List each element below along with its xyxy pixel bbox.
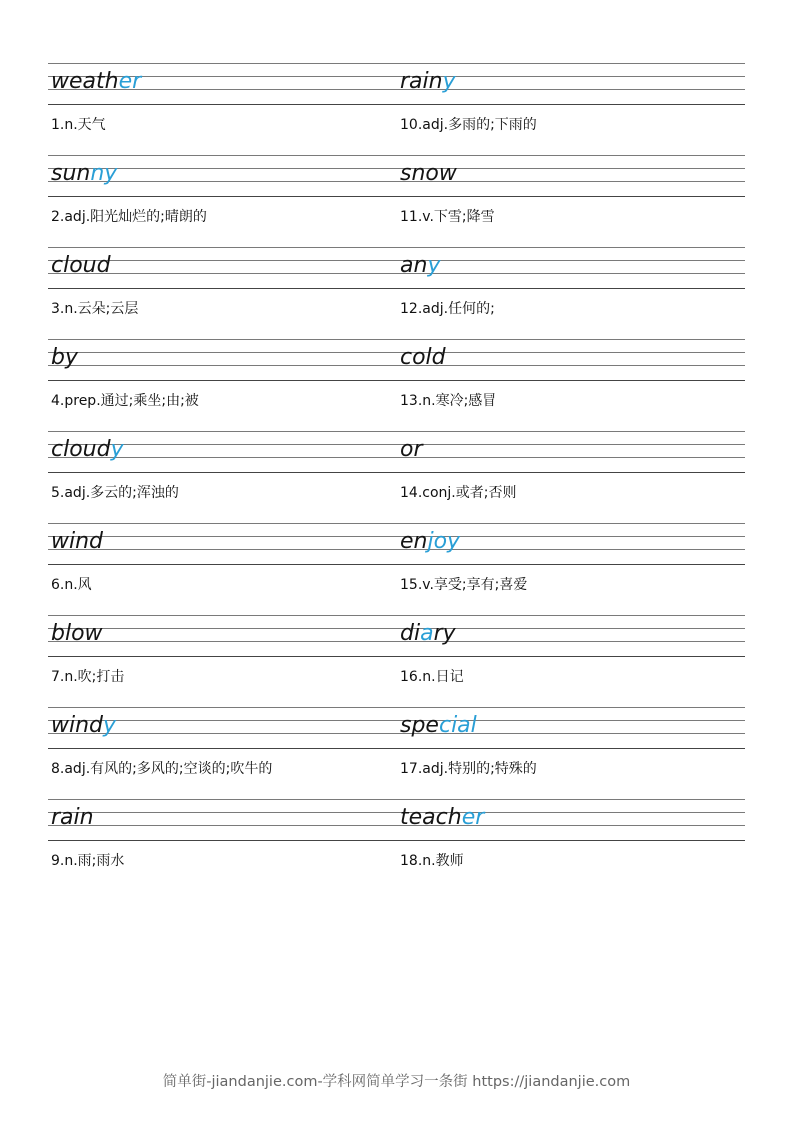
guide-line [48, 549, 745, 550]
vocab-meaning: 13.n.寒冷;感冒 [400, 393, 497, 409]
guide-line [48, 260, 745, 261]
guide-line [48, 720, 745, 721]
guide-line [48, 352, 745, 353]
guide-line [48, 536, 745, 537]
word-part: cold [400, 345, 446, 370]
vocab-word [51, 67, 141, 97]
vocab-meaning: 14.conj.或者;否则 [400, 485, 517, 501]
vocab-row [48, 615, 745, 707]
writing-guide-lines [48, 63, 745, 105]
vocab-word [51, 803, 94, 833]
writing-guide-lines [48, 155, 745, 197]
guide-line [48, 523, 745, 524]
vocab-meaning: 2.adj.阳光灿烂的;晴朗的 [51, 209, 207, 225]
vocab-word [51, 527, 103, 557]
word-part: snow [400, 161, 457, 186]
guide-line [48, 707, 745, 708]
vocab-word [51, 711, 116, 741]
vocab-word [51, 619, 103, 649]
guide-line [48, 733, 745, 734]
word-part: weath [51, 69, 119, 94]
guide-line [48, 168, 745, 169]
vocab-meaning: 4.prep.通过;乘坐;由;被 [51, 393, 199, 409]
guide-line [48, 380, 745, 381]
guide-line [48, 641, 745, 642]
vocab-word [51, 343, 78, 373]
word-part: by [51, 345, 78, 370]
guide-line [48, 656, 745, 657]
vocab-row [48, 799, 745, 891]
vocab-meaning: 7.n.吹;打击 [51, 669, 125, 685]
vocab-word [400, 251, 440, 281]
vocab-meaning: 1.n.天气 [51, 117, 106, 133]
word-highlight: a [420, 621, 434, 646]
vocab-meaning: 8.adj.有风的;多风的;空谈的;吹牛的 [51, 761, 273, 777]
guide-line [48, 564, 745, 565]
guide-line [48, 748, 745, 749]
guide-line [48, 799, 745, 800]
writing-guide-lines [48, 247, 745, 289]
guide-line [48, 273, 745, 274]
guide-line [48, 181, 745, 182]
word-part: di [400, 621, 421, 646]
vocab-meaning: 17.adj.特别的;特殊的 [400, 761, 537, 777]
word-part: cloud [51, 253, 111, 278]
writing-guide-lines [48, 431, 745, 473]
writing-guide-lines [48, 339, 745, 381]
guide-line [48, 431, 745, 432]
word-highlight: joy [427, 529, 461, 554]
word-highlight: cial [438, 713, 477, 738]
vocab-meaning: 15.v.享受;享有;喜爱 [400, 577, 528, 593]
word-part: or [400, 437, 423, 462]
vocab-row [48, 707, 745, 799]
vocab-meaning: 3.n.云朵;云层 [51, 301, 139, 317]
word-highlight: er [461, 805, 485, 830]
guide-line [48, 196, 745, 197]
guide-line [48, 840, 745, 841]
vocab-word [400, 343, 446, 373]
footer-text: 简单街-jiandanjie.com-学科网简单学习一条街 https://jiandanjie.com [162, 1074, 631, 1090]
guide-line [48, 63, 745, 64]
guide-line [48, 825, 745, 826]
vocab-meaning: 12.adj.任何的; [400, 301, 495, 317]
guide-line [48, 76, 745, 77]
vocab-meaning: 6.n.风 [51, 577, 92, 593]
vocab-meaning: 16.n.日记 [400, 669, 464, 685]
word-highlight: y [427, 253, 441, 278]
guide-line [48, 615, 745, 616]
vocab-meaning: 18.n.教师 [400, 853, 464, 869]
vocab-word [400, 67, 456, 97]
writing-guide-lines [48, 523, 745, 565]
word-highlight: y [103, 713, 117, 738]
guide-line [48, 339, 745, 340]
vocab-row [48, 247, 745, 339]
vocab-row [48, 431, 745, 523]
guide-line [48, 155, 745, 156]
word-highlight: y [110, 437, 124, 462]
guide-line [48, 89, 745, 90]
vocab-meaning: 9.n.雨;雨水 [51, 853, 125, 869]
vocab-word [51, 435, 124, 465]
guide-line [48, 472, 745, 473]
vocab-meaning: 5.adj.多云的;浑浊的 [51, 485, 179, 501]
word-part: teach [400, 805, 462, 830]
vocab-word [51, 251, 111, 281]
word-part: ry [433, 621, 456, 646]
word-part: wind [51, 713, 104, 738]
word-part: cloud [51, 437, 111, 462]
word-highlight: er [118, 69, 142, 94]
word-part: en [400, 529, 428, 554]
writing-guide-lines [48, 707, 745, 749]
guide-line [48, 628, 745, 629]
vocab-word [400, 619, 456, 649]
vocab-row [48, 63, 745, 155]
word-part: spe [400, 713, 439, 738]
word-part: an [400, 253, 428, 278]
guide-line [48, 444, 745, 445]
vocab-row [48, 339, 745, 431]
vocab-word [400, 435, 423, 465]
vocab-word [400, 527, 460, 557]
guide-line [48, 247, 745, 248]
word-highlight: y [442, 69, 456, 94]
word-part: blow [51, 621, 103, 646]
vocab-word [400, 803, 484, 833]
vocab-row [48, 155, 745, 247]
guide-line [48, 365, 745, 366]
guide-line [48, 812, 745, 813]
vocab-row [48, 523, 745, 615]
word-part: rain [51, 805, 94, 830]
word-part: wind [51, 529, 104, 554]
vocab-word [400, 159, 457, 189]
word-highlight: ny [90, 161, 118, 186]
writing-guide-lines [48, 615, 745, 657]
vocab-meaning: 10.adj.多雨的;下雨的 [400, 117, 537, 133]
guide-line [48, 288, 745, 289]
word-part: rain [400, 69, 443, 94]
word-part: sun [51, 161, 91, 186]
guide-line [48, 457, 745, 458]
writing-guide-lines [48, 799, 745, 841]
vocab-meaning: 11.v.下雪;降雪 [400, 209, 495, 225]
guide-line [48, 104, 745, 105]
vocab-word [51, 159, 117, 189]
vocab-word [400, 711, 477, 741]
